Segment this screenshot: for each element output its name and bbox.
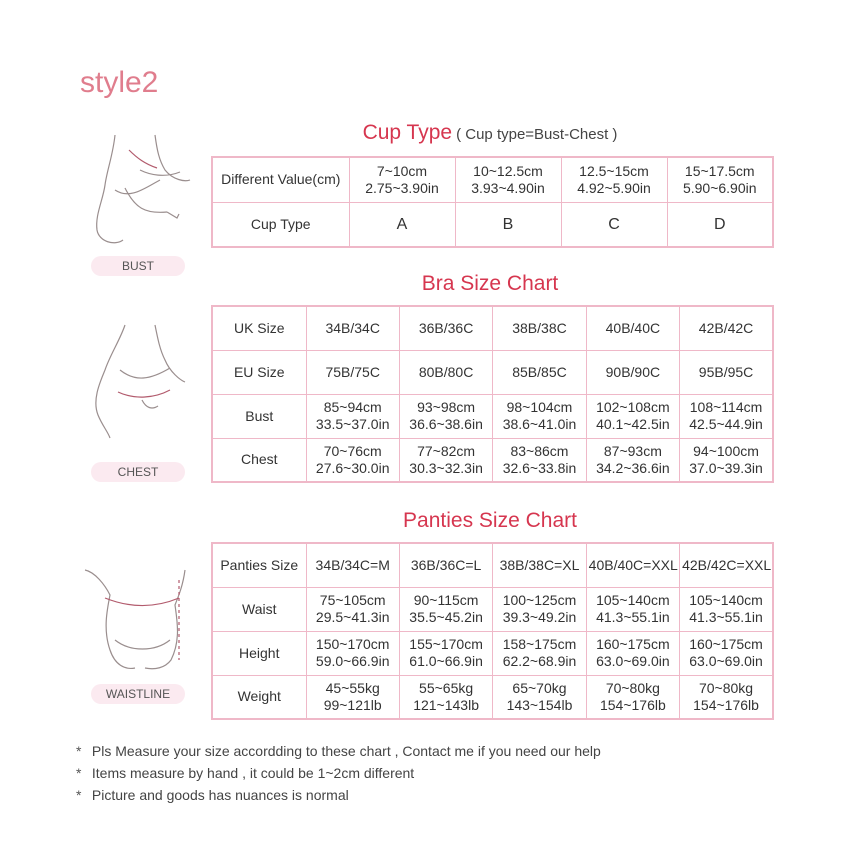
- table-cell: [306, 543, 399, 587]
- table-cell: [680, 394, 773, 438]
- table-cell: [399, 587, 492, 631]
- cup-type-table: [211, 156, 774, 248]
- table-cell: C: [561, 202, 667, 247]
- cell-line: 85~94cm: [323, 399, 382, 415]
- table-cell: [399, 438, 492, 482]
- cell-line: 61.0~66.9in: [409, 653, 483, 669]
- cell-line: 41.3~55.1in: [689, 609, 763, 625]
- cup-type-title-text: Cup Type: [362, 121, 453, 144]
- cell-line: 45~55kg: [325, 679, 380, 696]
- table-cell: [306, 631, 399, 675]
- cell-line: 37.0~39.3in: [689, 459, 763, 476]
- table-cell: [399, 631, 492, 675]
- table-cell: [399, 675, 492, 719]
- cell-line: 35.5~45.2in: [409, 609, 483, 625]
- row-label: Weight: [212, 675, 306, 719]
- row-label: EU Size: [212, 350, 306, 394]
- cell-line: 10~12.5cm: [473, 162, 543, 179]
- cell-line: 75~105cm: [319, 592, 386, 608]
- table-cell: [667, 157, 773, 202]
- cell-line: 94~100cm: [693, 442, 759, 459]
- table-cell: [493, 350, 586, 394]
- cell-line: 32.6~33.8in: [502, 459, 577, 476]
- note-text: Items measure by hand , it could be 1~2cm different: [91, 765, 415, 781]
- table-cell: [586, 438, 679, 482]
- row-label: Bust: [212, 394, 306, 438]
- style-label: style2: [80, 66, 159, 99]
- cell-line: 121~143lb: [413, 696, 479, 713]
- table-cell: [306, 438, 399, 482]
- table-cell: [680, 631, 773, 675]
- table-cell: [306, 587, 399, 631]
- cell-line: 3.93~4.90in: [471, 179, 545, 196]
- cell-line: 108~114cm: [689, 399, 763, 415]
- note-marker: *: [76, 765, 82, 781]
- bra-size-rows: [212, 306, 773, 482]
- cell-line: 102~108cm: [596, 399, 670, 415]
- panties-size-rows: [212, 543, 773, 719]
- note-marker: *: [76, 787, 82, 803]
- cell-line: 34B/34C=M: [315, 556, 390, 573]
- cell-line: 70~76cm: [323, 442, 382, 459]
- table-cell: [306, 306, 399, 350]
- table-row: [212, 631, 773, 675]
- cell-line: 62.2~68.9in: [502, 653, 577, 669]
- cup-type-subtitle: ( Cup type=Bust-Chest ): [456, 126, 618, 143]
- table-cell: [680, 438, 773, 482]
- table-cell: [586, 675, 679, 719]
- row-label: Waist: [212, 587, 306, 631]
- note-text: Picture and goods has nuances is normal: [91, 787, 349, 803]
- table-cell: [586, 543, 679, 587]
- cell-line: 83~86cm: [510, 442, 569, 459]
- cell-line: 38.6~41.0in: [502, 416, 577, 432]
- cell-line: 63.0~69.0in: [689, 653, 763, 669]
- cell-line: 150~170cm: [315, 636, 390, 652]
- cell-line: 160~175cm: [596, 636, 670, 652]
- cell-line: 95B/95C: [698, 363, 754, 380]
- cell-line: 158~175cm: [502, 636, 577, 652]
- cell-line: 90B/90C: [605, 363, 661, 380]
- cell-line: 42B/42C: [698, 319, 754, 336]
- cell-line: 40B/40C=XXL: [588, 556, 678, 573]
- bust-figure-illustration: [85, 130, 195, 250]
- cell-line: 39.3~49.2in: [502, 609, 577, 625]
- waistline-figure-illustration: [75, 560, 200, 675]
- table-cell: [493, 438, 586, 482]
- table-row: [212, 543, 773, 587]
- table-cell: [306, 675, 399, 719]
- cell-line: 99~121lb: [323, 696, 382, 713]
- cell-line: 65~70kg: [512, 679, 567, 696]
- table-cell: [680, 675, 773, 719]
- panties-size-title: Panties Size Chart: [403, 509, 577, 532]
- cell-line: 29.5~41.3in: [315, 609, 390, 625]
- panties-size-table: [211, 542, 774, 720]
- table-cell: [586, 306, 679, 350]
- bra-size-title: Bra Size Chart: [421, 272, 559, 295]
- table-cell: [455, 157, 561, 202]
- cell-line: 87~93cm: [603, 442, 662, 459]
- row-label: Panties Size: [212, 543, 306, 587]
- row-label: UK Size: [212, 306, 306, 350]
- table-row: [212, 202, 773, 247]
- cell-line: 27.6~30.0in: [315, 459, 390, 476]
- cell-line: 154~176lb: [599, 696, 666, 713]
- cell-line: 90~115cm: [413, 592, 479, 608]
- cell-line: 33.5~37.0in: [315, 416, 390, 432]
- table-cell: [399, 306, 492, 350]
- chest-label: CHEST: [91, 462, 185, 482]
- cell-line: 59.0~66.9in: [315, 653, 390, 669]
- table-cell: [493, 394, 586, 438]
- row-label: Cup Type: [212, 202, 349, 247]
- table-cell: [493, 543, 586, 587]
- table-cell: [586, 587, 679, 631]
- note-text: Pls Measure your size accordding to these chart , Contact me if you need our help: [91, 743, 601, 759]
- table-cell: [349, 157, 455, 202]
- table-row: [212, 675, 773, 719]
- cell-line: 15~17.5cm: [684, 162, 755, 179]
- table-cell: [680, 306, 773, 350]
- table-cell: [399, 543, 492, 587]
- cell-line: 77~82cm: [417, 442, 476, 459]
- cell-line: 55~65kg: [419, 679, 474, 696]
- cell-line: 36B/36C: [418, 319, 474, 336]
- table-cell: [493, 306, 586, 350]
- cell-line: 2.75~3.90in: [365, 179, 439, 196]
- table-cell: [586, 350, 679, 394]
- bust-label: BUST: [91, 256, 185, 276]
- table-row: [212, 350, 773, 394]
- table-cell: [586, 631, 679, 675]
- cell-line: 4.92~5.90in: [577, 179, 651, 196]
- note-item: [76, 784, 601, 806]
- table-cell: [399, 350, 492, 394]
- waistline-label: WAISTLINE: [91, 684, 185, 704]
- table-row: [212, 394, 773, 438]
- cell-line: 63.0~69.0in: [596, 653, 670, 669]
- note-item: [76, 740, 601, 762]
- cell-line: 38B/38C: [512, 319, 567, 336]
- table-cell: [586, 394, 679, 438]
- cell-line: 105~140cm: [596, 592, 670, 608]
- cell-line: 70~80kg: [698, 679, 754, 696]
- table-cell: [306, 350, 399, 394]
- cell-line: 40.1~42.5in: [596, 416, 670, 432]
- row-label: Height: [212, 631, 306, 675]
- cell-line: 98~104cm: [506, 399, 573, 415]
- cell-line: 105~140cm: [689, 592, 763, 608]
- table-row: [212, 157, 773, 202]
- cell-line: 80B/80C: [418, 363, 474, 380]
- cell-line: 155~170cm: [409, 636, 483, 652]
- table-cell: A: [349, 202, 455, 247]
- cell-line: 160~175cm: [689, 636, 763, 652]
- chest-figure-illustration: [80, 320, 200, 440]
- cell-line: 42.5~44.9in: [689, 416, 763, 432]
- table-cell: B: [455, 202, 561, 247]
- table-cell: [680, 350, 773, 394]
- cell-line: 12.5~15cm: [579, 162, 649, 179]
- table-cell: [680, 587, 773, 631]
- cell-line: 5.90~6.90in: [682, 179, 757, 196]
- table-cell: D: [667, 202, 773, 247]
- table-cell: [399, 394, 492, 438]
- cell-line: 85B/85C: [512, 363, 567, 380]
- cell-line: 41.3~55.1in: [596, 609, 670, 625]
- cell-line: 100~125cm: [502, 592, 577, 608]
- cell-line: 75B/75C: [325, 363, 380, 380]
- cell-line: 34B/34C: [325, 319, 380, 336]
- note-item: [76, 762, 601, 784]
- cell-line: 143~154lb: [506, 696, 573, 713]
- notes: [76, 740, 601, 806]
- table-cell: [561, 157, 667, 202]
- note-marker: *: [76, 743, 82, 759]
- cell-line: 154~176lb: [693, 696, 759, 713]
- table-row: [212, 587, 773, 631]
- cell-line: 36.6~38.6in: [409, 416, 483, 432]
- cell-line: 42B/42C=XXL: [682, 556, 772, 573]
- cell-line: 34.2~36.6in: [596, 459, 670, 476]
- cup-type-title: [250, 121, 730, 145]
- row-label: Different Value(cm): [212, 157, 349, 202]
- table-cell: [306, 394, 399, 438]
- table-row: [212, 438, 773, 482]
- cell-line: 7~10cm: [376, 162, 428, 179]
- cell-line: 40B/40C: [605, 319, 661, 336]
- cell-line: 30.3~32.3in: [409, 459, 483, 476]
- table-cell: [493, 631, 586, 675]
- table-cell: [493, 587, 586, 631]
- cell-line: 36B/36C=L: [410, 556, 482, 573]
- cell-line: 70~80kg: [605, 679, 660, 696]
- cell-line: 93~98cm: [417, 399, 476, 415]
- cell-line: 38B/38C=XL: [499, 556, 580, 573]
- row-label: Chest: [212, 438, 306, 482]
- table-row: [212, 306, 773, 350]
- table-cell: [680, 543, 773, 587]
- table-cell: [493, 675, 586, 719]
- bra-size-table: [211, 305, 774, 483]
